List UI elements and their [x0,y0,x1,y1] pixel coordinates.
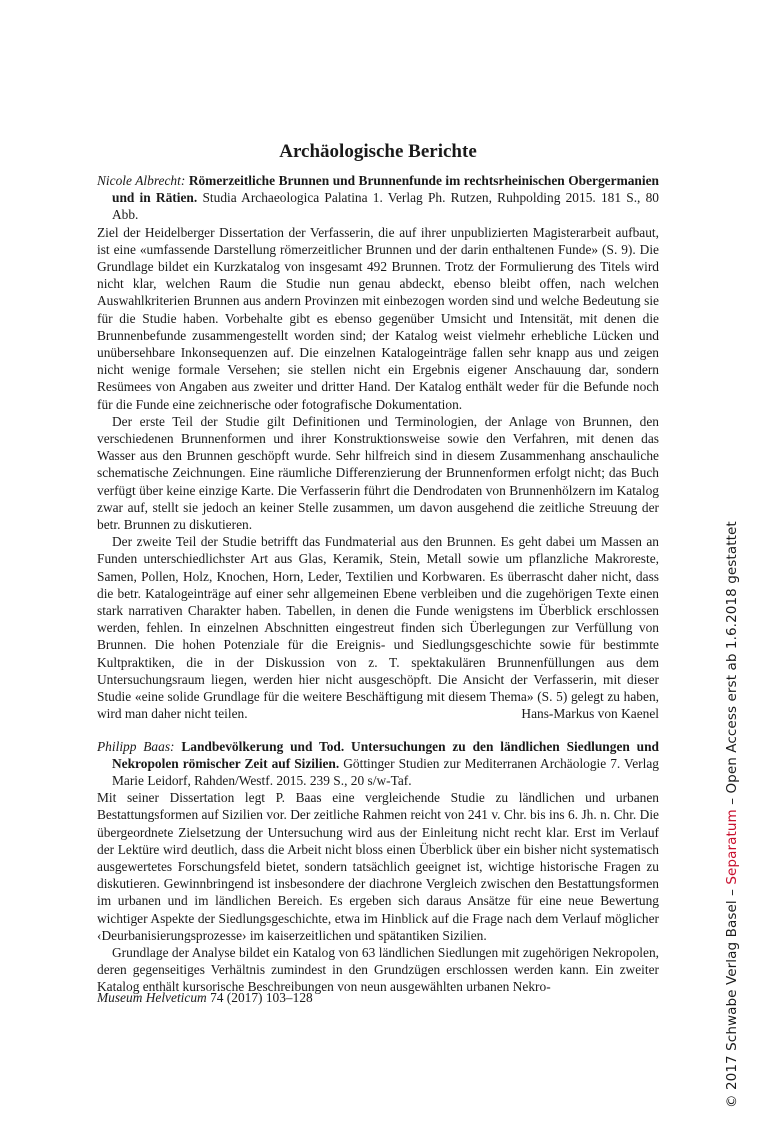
copyright-side-note [724,521,740,1108]
publication-info: Göttinger Studien zur Mediterranen Archäologie 7. Verlag Marie Leidorf, Rahden/Westf. 2015. 239 S., 20 s/w-Taf. [112,755,660,788]
open-access-text: – Open Access erst ab 1.6.2018 gestattet [724,521,740,810]
page-title: Archäologische Berichte [279,141,477,162]
publication-info: Studia Archaeologica Palatina 1. Verlag Ph. Rutzen, Ruhpolding 2015. 181 S., 80 Abb. [112,190,659,223]
separatum-label: Separatum [724,809,740,885]
review-paragraph-final [97,533,659,722]
review-paragraph: Mit seiner Dissertation legt P. Baas eine vergleichende Studie zu ländlichen und urbanen Bestattungsformen auf Sizilien vor. Der zeitliche Rahmen reicht von 241 v. Chr. bis ins 6. Jh. n. Chr. Die übergeordnete Zielsetzung der Untersuchung wird aus der Einleitung nicht recht klar. Erst im Verlauf der Lektüre wird deutlich, dass die Arbeit nicht bloss einen Überblick über ein bisher nicht systematisch ausgewertetes Forschungsfeld bietet, sondern tatsächlich geeignet ist, wichtige historische Fragen zu diskutieren. Gewinnbringend ist insbesondere der diachrone Vergleich zwischen den Bestattungsformen im urbanen und im ländlichen Bereich. Es ergeben sich daraus Ansätze für eine neue Bewertung wichtiger Aspekte der Siedlungsgeschichte, etwa im Hinblick auf die Frage nach dem Verlauf möglicher ‹Deurbanisierungsprozesse› im kaiserzeitlichen und spätantiken Sizilien. [97,790,659,943]
book-title: Landbevölkerung und Tod. Untersuchungen zu den ländlichen Siedlungen und Nekropolen römischer Zeit auf Sizilien. [112,738,660,771]
journal-name: Museum Helveticum [97,990,207,1005]
journal-citation: 74 (2017) 103–128 [210,990,313,1005]
review-paragraph: Ziel der Heidelberger Dissertation der Verfasserin, die auf ihrer unpublizierten Magisterarbeit aufbaut, ist eine «umfassende Darstellung römerzeitlicher Brunnen und der darin enthaltenen Funde» (S. 9). Die Grundlage bildet ein Kurzkatalog von insgesamt 492 Brunnen. Trotz der Formulierung des Titels wird nicht klar, welchen Raum die Studie nun genau abdeckt, ebenso bleibt offen, nach welchen Auswahlkriterien Brunnen aus andern Provinzen mit einbezogen worden sind und welche Bedeutung sie für die Studie haben. Vorbehalte gibt es ebenso gegenüber Umsicht und Intensität, mit denen die Brunnenbefunde zusammengestellt worden sind; der Katalog weist vielmehr erhebliche Lücken und unübersehbare Inkonsequenzen auf. Die einzelnen Katalogeinträge fallen sehr knapp aus und zeigen nicht wenige formale Versehen; sie stellen nicht ein Ergebnis eigener Anschauung dar, sondern Resümees von Angaben aus zweiter und dritter Hand. Der Katalog enthält weder für die Befunde noch für die Funde eine zeichnerische oder fotografische Dokumentation. [97,224,659,412]
article-content [97,140,659,996]
review-author: Nicole Albrecht: [97,173,186,188]
book-title: Römerzeitliche Brunnen und Brunnenfunde im rechtsrheinischen Obergermanien und in Rätien. [112,173,659,206]
review-albrecht [97,172,659,723]
bibliographic-entry [97,172,659,224]
review-paragraph: Der erste Teil der Studie gilt Definitionen und Terminologien, der Anlage von Brunnen, den verschiedenen Brunnenformen und ihrer Konstruktionsweise sowie den Verfahren, mit denen das Wasser aus den Brunnen geschöpft wurde. Sehr hilfreich sind in diesem Zusammenhang anschauliche schematische Zeichnungen. Eine räumliche Differenzierung der Brunnenformen erfolgt nicht; das Buch verfügt über keine einzige Karte. Die Verfasserin führt die Dendrodaten von Brunnenhölzern im Katalog zwar auf, stellt sie jedoch an keiner Stelle zusammen, um davon ausgehend die zeitliche Streuung der betr. Brunnen zu diskutieren. [97,413,659,533]
review-paragraph-text: Der zweite Teil der Studie betrifft das Fundmaterial aus den Brunnen. Es geht dabei um Massen an Funden unterschiedlichster Art aus Glas, Keramik, Stein, Metall sowie um pflanzliche Makroreste, Samen, Pollen, Holz, Knochen, Horn, Leder, Textilien und Korbwaren. Es überrascht daher nicht, dass die betr. Katalogeinträge auf einer sehr allgemeinen Ebene verbleiben und die zugehörigen Texte einen stark narrativen Charakter haben. Tabellen, in denen die Funde wenigstens im Überblick erschlossen werden, fehlen. In einzelnen Abschnitten eingestreut finden sich Überlegungen zur Verfüllung von Brunnen. Die hohen Potenziale für die Ereignis- und Siedlungsgeschichte sowie für bestimmte Kultpraktiken, die in der Diskussion von z. T. spektakulären Brunnenfüllungen aus dem Untersuchungsraum liegen, werden hier nicht ausgeschöpft. Die Ansicht der Verfasserin, mit dieser Studie «eine solide Grundlage für die weitere Beschäftigung mit diesem Thema» (S. 5) gelegt zu haben, wird man daher nicht teilen. [97,534,659,722]
journal-footer [97,990,313,1006]
review-baas [97,738,659,996]
review-paragraph: Grundlage der Analyse bildet ein Katalog von 63 ländlichen Siedlungen mit zugehörigen Nekropolen, deren gegenseitiges Verhältnis zumindest in den Grundzügen erschlossen werden kann. Ein zweiter Katalog enthält kursorische Beschreibungen von neun ausgewählten urbanen Nekro- [97,944,659,995]
reviewer-signature: Hans-Markus von Kaenel [521,706,659,722]
review-author: Philipp Baas: [97,738,175,754]
bibliographic-entry [97,738,659,790]
copyright-text: © 2017 Schwabe Verlag Basel – [724,884,740,1108]
